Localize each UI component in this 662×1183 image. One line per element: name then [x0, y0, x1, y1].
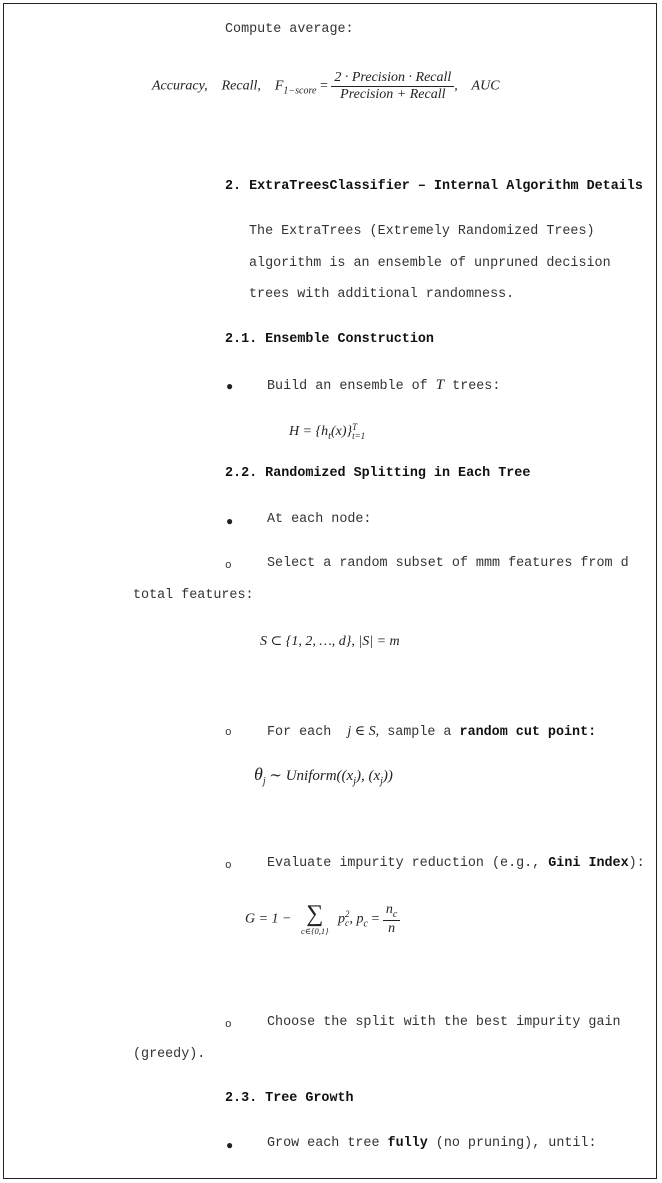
- growth-text-b: (no pruning), until:: [435, 1136, 597, 1151]
- eq-theta: θ: [254, 764, 263, 784]
- impurity-text-b: ):: [628, 856, 645, 871]
- cut-point-bold: random cut point:: [459, 725, 597, 740]
- eq-pc-def: , p: [349, 911, 364, 927]
- ensemble-bullet-text-a: Build an ensemble of: [267, 379, 428, 394]
- pc-fraction: [383, 902, 400, 937]
- compute-average-text: Compute average:: [225, 22, 354, 37]
- metric-recall: Recall,: [221, 78, 261, 94]
- sum-operator: [301, 902, 329, 936]
- gini-equation: [245, 902, 400, 937]
- eq-theta-rest: ∼ Uniform((x: [269, 768, 354, 784]
- cut-point-text-b: sample a: [387, 725, 452, 740]
- eq-theta-mid: ), (x: [355, 768, 381, 784]
- eq-G: G = 1 −: [245, 911, 292, 927]
- eq-theta-x2: j: [380, 776, 383, 787]
- ensemble-equation: [289, 423, 365, 442]
- sum-sub: c∈{0,1}: [301, 926, 329, 937]
- eq-n: n: [388, 920, 396, 936]
- ensemble-bullet-text: [267, 377, 500, 394]
- cut-point-j: j ∈ S,: [347, 724, 380, 739]
- cut-point-text: [267, 723, 596, 740]
- cut-point-text-a: For each: [267, 725, 332, 740]
- section-2-2-title: 2.2. Randomized Splitting in Each Tree: [225, 466, 531, 481]
- eq-theta-sub: j: [262, 776, 266, 787]
- circle-bullet-icon: o: [225, 860, 232, 872]
- section-2-1-title: 2.1. Ensemble Construction: [225, 332, 434, 347]
- bullet-icon: ●: [226, 379, 234, 393]
- document-page: [3, 3, 657, 1179]
- impurity-text-a: Evaluate impurity reduction (e.g.,: [267, 856, 541, 871]
- metric-comma: ,: [454, 78, 458, 94]
- f1-denominator: Precision + Recall: [340, 87, 446, 102]
- circle-bullet-icon: o: [225, 1019, 232, 1031]
- eq-pc-eq: =: [371, 911, 380, 927]
- eq-H-b: (x)}: [330, 424, 353, 440]
- eq-nc: n: [385, 902, 393, 917]
- f1-numerator: 2 · Precision · Recall: [331, 70, 454, 87]
- section-2-title: 2. ExtraTreesClassifier – Internal Algorithm Details: [225, 179, 643, 194]
- metric-accuracy: Accuracy,: [152, 78, 208, 94]
- f1-fraction: [331, 70, 454, 103]
- section-2-para-line-2: algorithm is an ensemble of unpruned decision: [249, 256, 611, 271]
- eq-nc-sub: c: [392, 908, 398, 920]
- eq-H-sub: t=1: [352, 431, 366, 441]
- metric-auc: AUC: [471, 78, 500, 94]
- circle-bullet-icon: o: [225, 560, 232, 572]
- impurity-text: [267, 856, 645, 871]
- eq-H-t: t: [328, 431, 331, 443]
- ensemble-T: T: [435, 377, 445, 393]
- ensemble-bullet-text-b: trees:: [452, 379, 501, 394]
- circle-bullet-icon: o: [225, 727, 232, 739]
- greedy-line-2: (greedy).: [133, 1047, 206, 1062]
- uniform-equation: [254, 764, 393, 787]
- subset-line-2: total features:: [133, 588, 254, 603]
- eq-H-a: H = {h: [289, 424, 329, 440]
- metric-f1: F: [274, 78, 284, 94]
- eq-theta-end: )): [382, 768, 393, 784]
- eq-pc2-sub: c: [345, 918, 350, 929]
- growth-bullet-text: [267, 1136, 597, 1151]
- section-2-3-title: 2.3. Tree Growth: [225, 1091, 354, 1106]
- subset-line-1: Select a random subset of mmm features from d: [267, 556, 629, 571]
- metric-f1-sub: 1−score: [283, 85, 317, 97]
- node-bullet-text: At each node:: [267, 512, 372, 527]
- eq-pc-def-sub: c: [363, 918, 368, 930]
- growth-text-a: Grow each tree: [267, 1136, 380, 1151]
- metric-eq: =: [319, 78, 328, 94]
- eq-H-sup: T: [352, 422, 358, 432]
- section-2-para-line-3: trees with additional randomness.: [249, 287, 515, 302]
- growth-bold: fully: [387, 1136, 428, 1151]
- section-2-para-line-1: The ExtraTrees (Extremely Randomized Trees): [249, 224, 595, 239]
- bullet-icon: ●: [226, 514, 234, 528]
- eq-pc2: p: [338, 911, 346, 927]
- bullet-icon: ●: [226, 1138, 234, 1152]
- eq-theta-x1: j: [353, 776, 356, 787]
- sum-sign: ∑: [306, 901, 324, 928]
- subset-equation: S ⊂ {1, 2, …, d}, |S| = m: [260, 634, 400, 649]
- impurity-bold: Gini Index: [548, 856, 629, 871]
- metrics-equation: [152, 70, 500, 103]
- eq-pc2-sup: 2: [345, 909, 350, 920]
- greedy-line-1: Choose the split with the best impurity gain: [267, 1015, 621, 1030]
